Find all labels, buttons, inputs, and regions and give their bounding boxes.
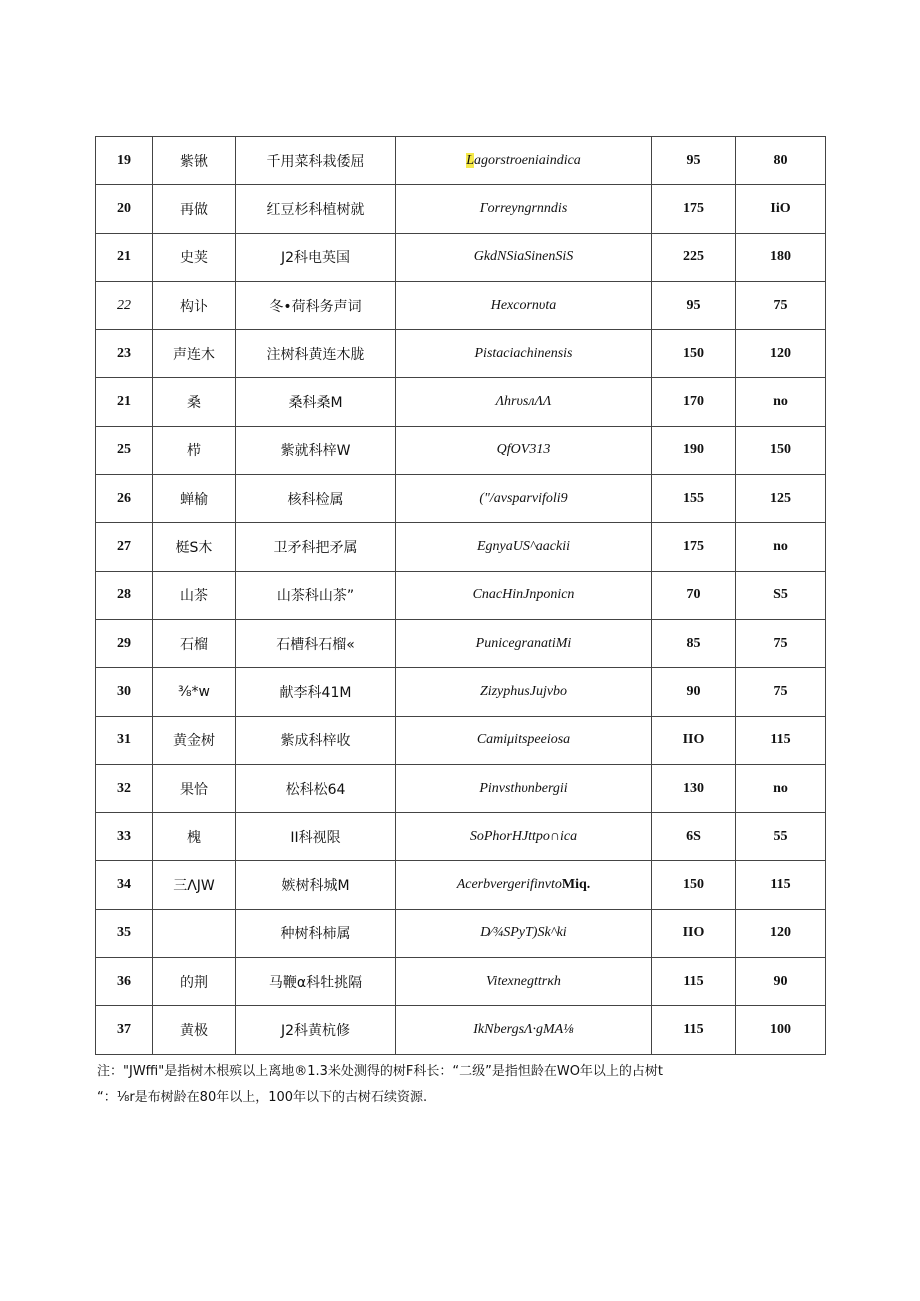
diameter-value-cell: 100 <box>736 1006 826 1054</box>
row-number-cell: 33 <box>96 813 153 861</box>
family-genus-cell: II科视限 <box>236 813 396 861</box>
table-row <box>96 233 826 281</box>
diameter-value-cell: 75 <box>736 619 826 667</box>
family-genus-cell: 冬•荷科务声词 <box>236 281 396 329</box>
height-value-cell: 70 <box>652 571 736 619</box>
tree-name-cell: 声连木 <box>153 330 236 378</box>
latin-name-text: QfOV313 <box>496 442 551 458</box>
height-value-cell: 150 <box>652 330 736 378</box>
latin-name-cell <box>396 475 652 523</box>
latin-name-cell <box>396 619 652 667</box>
latin-name-cell <box>396 185 652 233</box>
row-number-cell: 21 <box>96 233 153 281</box>
table-row <box>96 716 826 764</box>
row-number-cell: 28 <box>96 571 153 619</box>
table-row <box>96 668 826 716</box>
family-genus-cell: 紫就科梓W <box>236 426 396 474</box>
tree-name-cell: 槐 <box>153 813 236 861</box>
latin-name-cell <box>396 281 652 329</box>
tree-name-cell <box>153 909 236 957</box>
table-row <box>96 378 826 426</box>
diameter-value-cell: 120 <box>736 909 826 957</box>
table-row <box>96 426 826 474</box>
table-row <box>96 1006 826 1054</box>
row-number-cell: 29 <box>96 619 153 667</box>
family-genus-cell: 红豆杉科植树就 <box>236 185 396 233</box>
latin-name-cell <box>396 233 652 281</box>
diameter-value-cell: 80 <box>736 137 826 185</box>
row-number-cell: 21 <box>96 378 153 426</box>
latin-name-cell <box>396 137 652 185</box>
latin-author-text: Miq. <box>561 877 591 893</box>
table-row <box>96 523 826 571</box>
diameter-value-cell: 115 <box>736 861 826 909</box>
latin-name-cell <box>396 716 652 764</box>
ancient-tree-table <box>95 136 826 1055</box>
family-genus-cell: 山茶科山茶” <box>236 571 396 619</box>
table-row <box>96 909 826 957</box>
family-genus-cell: J2科黄杭修 <box>236 1006 396 1054</box>
latin-name-text: ZizyphusJujvbo <box>479 683 568 699</box>
row-number-cell: 37 <box>96 1006 153 1054</box>
latin-name-text: Γorreyngrnndis <box>479 200 568 216</box>
latin-name-text: SoPhorHJttpo∩ica <box>469 828 578 844</box>
latin-name-text: agorstroeniaindica <box>473 152 581 168</box>
height-value-cell: 175 <box>652 523 736 571</box>
family-genus-cell: 嫉树科城M <box>236 861 396 909</box>
row-number-cell: 34 <box>96 861 153 909</box>
row-number-cell: 23 <box>96 330 153 378</box>
latin-name-cell <box>396 764 652 812</box>
highlight-mark: L <box>466 152 474 168</box>
family-genus-cell: 马鞭α科牡挑隔 <box>236 958 396 1006</box>
diameter-value-cell: IiO <box>736 185 826 233</box>
row-number-cell: 31 <box>96 716 153 764</box>
tree-name-cell: 黄金树 <box>153 716 236 764</box>
height-value-cell: 170 <box>652 378 736 426</box>
latin-name-text: Vitexnegttrκh <box>486 973 561 989</box>
family-genus-cell: 松科松64 <box>236 764 396 812</box>
latin-name-text: PunicegranatiMi <box>475 635 572 651</box>
height-value-cell: 155 <box>652 475 736 523</box>
latin-name-text: CnacHinJnponicn <box>472 587 575 603</box>
diameter-value-cell: no <box>736 523 826 571</box>
height-value-cell: 130 <box>652 764 736 812</box>
latin-name-cell <box>396 426 652 474</box>
family-genus-cell: 紫成科梓收 <box>236 716 396 764</box>
row-number-cell: 35 <box>96 909 153 957</box>
height-value-cell: 115 <box>652 958 736 1006</box>
diameter-value-cell: 90 <box>736 958 826 1006</box>
latin-name-cell <box>396 378 652 426</box>
tree-name-cell: 构讣 <box>153 281 236 329</box>
family-genus-cell: 注树科黄连木胧 <box>236 330 396 378</box>
height-value-cell: 115 <box>652 1006 736 1054</box>
row-number-cell: 27 <box>96 523 153 571</box>
tree-name-cell: 紫锹 <box>153 137 236 185</box>
diameter-value-cell: 180 <box>736 233 826 281</box>
family-genus-cell: 桑科桑M <box>236 378 396 426</box>
latin-name-cell <box>396 523 652 571</box>
family-genus-cell: 千用菜科栽倭屈 <box>236 137 396 185</box>
latin-name-cell <box>396 571 652 619</box>
family-genus-cell: 种树科柿属 <box>236 909 396 957</box>
family-genus-cell: 核科检属 <box>236 475 396 523</box>
diameter-value-cell: 75 <box>736 281 826 329</box>
latin-name-text: IkNbergsΛ∙gMA⅛ <box>473 1021 574 1037</box>
tree-name-cell: 栉 <box>153 426 236 474</box>
tree-name-cell: 梃S木 <box>153 523 236 571</box>
table-row <box>96 813 826 861</box>
latin-name-cell <box>396 668 652 716</box>
tree-name-cell: 山茶 <box>153 571 236 619</box>
row-number-cell: 30 <box>96 668 153 716</box>
height-value-cell: IIO <box>652 716 736 764</box>
latin-name-cell <box>396 330 652 378</box>
tree-name-cell: 再做 <box>153 185 236 233</box>
table-row <box>96 958 826 1006</box>
table-row <box>96 619 826 667</box>
diameter-value-cell: 115 <box>736 716 826 764</box>
diameter-value-cell: no <box>736 378 826 426</box>
diameter-value-cell: 55 <box>736 813 826 861</box>
latin-name-text: Pinvsthυnbergii <box>479 780 568 796</box>
table-row <box>96 137 826 185</box>
height-value-cell: IIO <box>652 909 736 957</box>
latin-name-cell <box>396 958 652 1006</box>
diameter-value-cell: 120 <box>736 330 826 378</box>
tree-name-cell: 三ΛJW <box>153 861 236 909</box>
latin-name-cell <box>396 909 652 957</box>
row-number-cell: 22 <box>96 281 153 329</box>
height-value-cell: 90 <box>652 668 736 716</box>
height-value-cell: 150 <box>652 861 736 909</box>
tree-name-cell: 果恰 <box>153 764 236 812</box>
height-value-cell: 190 <box>652 426 736 474</box>
latin-name-text: ("/avsparvifoli9 <box>479 490 568 506</box>
latin-name-cell <box>396 861 652 909</box>
table-body <box>96 137 826 1055</box>
latin-name-cell <box>396 1006 652 1054</box>
latin-name-text: EgnyaUS^aackii <box>477 539 570 555</box>
height-value-cell: 6S <box>652 813 736 861</box>
diameter-value-cell: S5 <box>736 571 826 619</box>
table-row <box>96 571 826 619</box>
table-row <box>96 281 826 329</box>
latin-name-cell <box>396 813 652 861</box>
table-row <box>96 185 826 233</box>
tree-name-cell: 石榴 <box>153 619 236 667</box>
row-number-cell: 19 <box>96 137 153 185</box>
row-number-cell: 20 <box>96 185 153 233</box>
tree-name-cell: 史荚 <box>153 233 236 281</box>
diameter-value-cell: no <box>736 764 826 812</box>
diameter-value-cell: 150 <box>736 426 826 474</box>
latin-name-text: D∕¾SPyT)Sk^ki <box>480 925 567 941</box>
latin-name-text: Hexcornυta <box>490 297 557 313</box>
tree-name-cell: 的荆 <box>153 958 236 1006</box>
height-value-cell: 225 <box>652 233 736 281</box>
table-row <box>96 330 826 378</box>
footnote-line-2: “：⅛r是布树龄在80年以上，100年以下的古树石续资源. <box>97 1090 428 1105</box>
tree-name-cell: 桑 <box>153 378 236 426</box>
family-genus-cell: 卫矛科把矛属 <box>236 523 396 571</box>
diameter-value-cell: 125 <box>736 475 826 523</box>
tree-name-cell: 黄极 <box>153 1006 236 1054</box>
footnote-line-1: 注："JWffi"是指树木根殡以上离地®1.3米处测得的树F科长：“二级”是指怛龄在WO年以上的占树t <box>97 1064 664 1079</box>
height-value-cell: 175 <box>652 185 736 233</box>
height-value-cell: 95 <box>652 281 736 329</box>
latin-name-text: ΛhrυsлΛΛ <box>495 394 552 410</box>
diameter-value-cell: 75 <box>736 668 826 716</box>
latin-name-text: Pistaciachinensis <box>474 345 573 361</box>
height-value-cell: 85 <box>652 619 736 667</box>
family-genus-cell: J2科电英国 <box>236 233 396 281</box>
row-number-cell: 32 <box>96 764 153 812</box>
latin-name-text: Acerbvergerifinvto <box>456 877 562 893</box>
family-genus-cell: 献李科41M <box>236 668 396 716</box>
tree-name-cell: ⅜*w <box>153 668 236 716</box>
latin-name-text: Camiμitspeeiosa <box>476 732 571 748</box>
family-genus-cell: 石槽科石榴« <box>236 619 396 667</box>
row-number-cell: 25 <box>96 426 153 474</box>
height-value-cell: 95 <box>652 137 736 185</box>
row-number-cell: 26 <box>96 475 153 523</box>
latin-name-text: GkdNSiaSinenSiS <box>473 249 574 265</box>
table-row <box>96 764 826 812</box>
table-row <box>96 475 826 523</box>
table-row <box>96 861 826 909</box>
row-number-cell: 36 <box>96 958 153 1006</box>
tree-name-cell: 蝉榆 <box>153 475 236 523</box>
